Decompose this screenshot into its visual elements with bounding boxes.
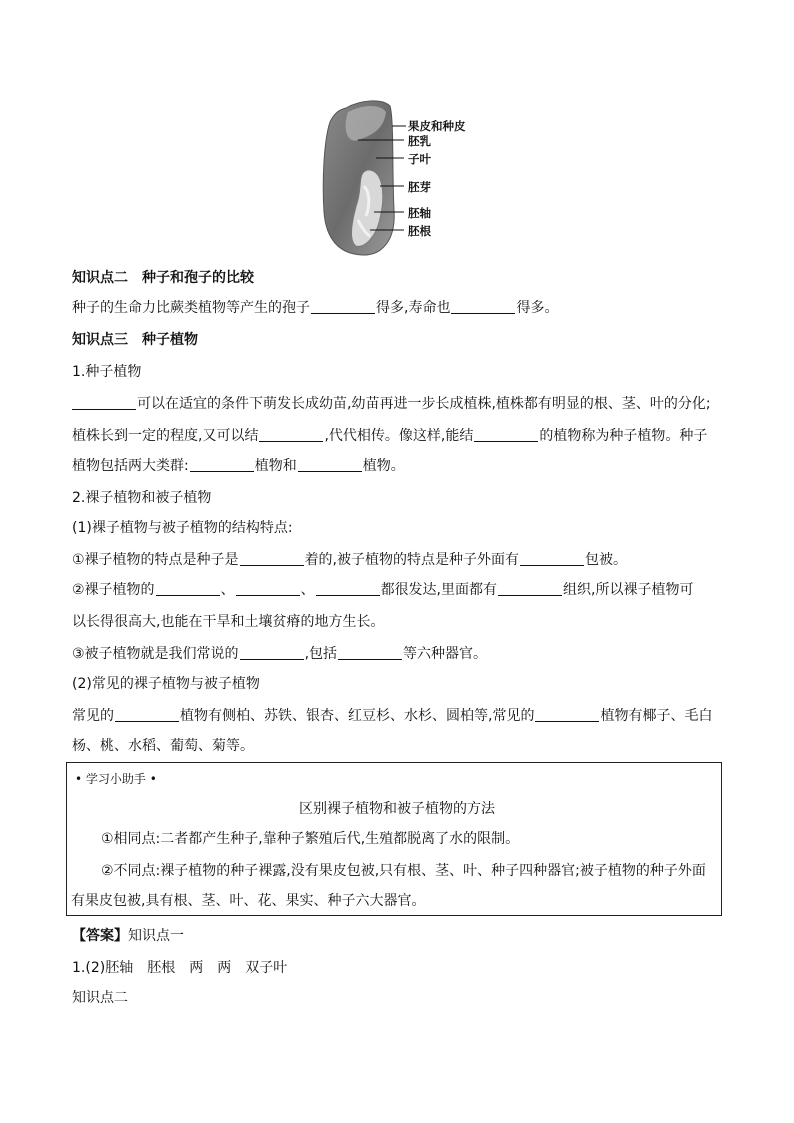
answer-line-1	[72, 550, 794, 570]
study-helper-box	[66, 762, 722, 916]
answer-line-2	[72, 580, 794, 600]
helper-same: ①相同点:二者都产生种子,靠种子繁殖后代,生殖都脱离了水的限制。	[101, 831, 520, 847]
answer-line-2-cont: 以长得很高大,也能在干旱和土壤贫瘠的地方生长。	[72, 614, 385, 630]
blank[interactable]	[240, 551, 304, 566]
answer-line-3	[72, 644, 794, 664]
text: 常见的	[72, 708, 114, 724]
question-1: (1)裸子植物与被子植物的结构特点:	[72, 520, 293, 536]
helper-diff-1: ②不同点:裸子植物的种子裸露,没有果皮包被,只有根、茎、叶、种子四种器官;被子植物的种子外面	[101, 863, 706, 879]
common-plants-line	[72, 706, 794, 726]
text: 植株长到一定的程度,又可以结	[72, 428, 259, 444]
blank[interactable]	[498, 581, 562, 596]
answer-section: 知识点一	[128, 928, 184, 944]
section-heading-3: 知识点三 种子植物	[72, 332, 198, 348]
blank[interactable]	[316, 581, 380, 596]
label-pericarp-seedcoat: 果皮和种皮	[408, 119, 466, 133]
answer-heading	[72, 926, 794, 946]
text: 得多,寿命也	[376, 300, 451, 316]
text: 种子的生命力比蕨类植物等产生的孢子	[72, 300, 310, 316]
blank[interactable]	[298, 457, 362, 472]
answer-line-1: 1.(2)胚轴 胚根 两 两 双子叶	[72, 960, 288, 976]
blank[interactable]	[240, 645, 304, 660]
helper-tag: • 学习小助手 •	[75, 772, 157, 786]
label-endosperm: 胚乳	[408, 134, 431, 148]
helper-title: 区别裸子植物和被子植物的方法	[299, 801, 495, 817]
text: 的植物称为种子植物。种子	[539, 428, 708, 444]
blank[interactable]	[259, 427, 323, 442]
label-hypocotyl: 胚轴	[408, 206, 431, 220]
answer-label: 【答案】	[72, 928, 128, 944]
paragraph-seed-vs-spore	[72, 298, 794, 318]
text: 、	[300, 582, 315, 598]
helper-diff-2: 有果皮包被,具有根、茎、叶、花、果实、种子六大器官。	[71, 893, 426, 909]
blank[interactable]	[338, 645, 402, 660]
text: 组织,所以裸子植物可	[563, 582, 694, 598]
text: 植物包括两大类群:	[72, 458, 189, 474]
blank[interactable]	[474, 427, 538, 442]
seed-diagram	[318, 100, 488, 260]
blank[interactable]	[115, 707, 179, 722]
text: ③被子植物就是我们常说的	[72, 646, 239, 662]
blank[interactable]	[236, 581, 300, 596]
label-cotyledon: 子叶	[408, 152, 431, 166]
paragraph-line	[72, 456, 794, 476]
text: 植物有椰子、毛白	[600, 708, 713, 724]
blank[interactable]	[535, 707, 599, 722]
section-heading-2: 知识点二 种子和孢子的比较	[72, 270, 254, 286]
text: 都很发达,里面都有	[380, 582, 498, 598]
text: 植物。	[362, 458, 405, 474]
text: 植物和	[254, 458, 297, 474]
text: 可以在适宜的条件下萌发长成幼苗,幼苗再进一步长成植株,植株都有明显的根、茎、叶的分化;	[137, 396, 711, 412]
text: 、	[220, 582, 235, 598]
text: ,代代相传。像这样,能结	[324, 428, 474, 444]
subheading-seed-plants: 1.种子植物	[72, 364, 142, 380]
paragraph-line	[72, 394, 794, 414]
answer-line-2: 知识点二	[72, 990, 128, 1006]
text: ,包括	[304, 646, 338, 662]
blank[interactable]	[72, 395, 136, 410]
subheading-gymno-angio: 2.裸子植物和被子植物	[72, 490, 212, 506]
text: 等六种器官。	[403, 646, 488, 662]
blank[interactable]	[451, 299, 515, 314]
text: ①裸子植物的特点是种子是	[72, 552, 239, 568]
blank[interactable]	[311, 299, 375, 314]
text: ②裸子植物的	[72, 582, 155, 598]
blank[interactable]	[156, 581, 220, 596]
label-radicle: 胚根	[408, 224, 431, 238]
blank[interactable]	[190, 457, 254, 472]
label-plumule: 胚芽	[408, 180, 431, 194]
paragraph-line	[72, 426, 794, 446]
text: 植物有侧柏、苏铁、银杏、红豆杉、水杉、圆柏等,常见的	[180, 708, 535, 724]
text: 得多。	[516, 300, 559, 316]
common-plants-line-cont: 杨、桃、水稻、葡萄、菊等。	[72, 738, 254, 754]
question-2: (2)常见的裸子植物与被子植物	[72, 676, 260, 692]
text: 包被。	[585, 552, 628, 568]
text: 着的,被子植物的特点是种子外面有	[304, 552, 520, 568]
blank[interactable]	[520, 551, 584, 566]
